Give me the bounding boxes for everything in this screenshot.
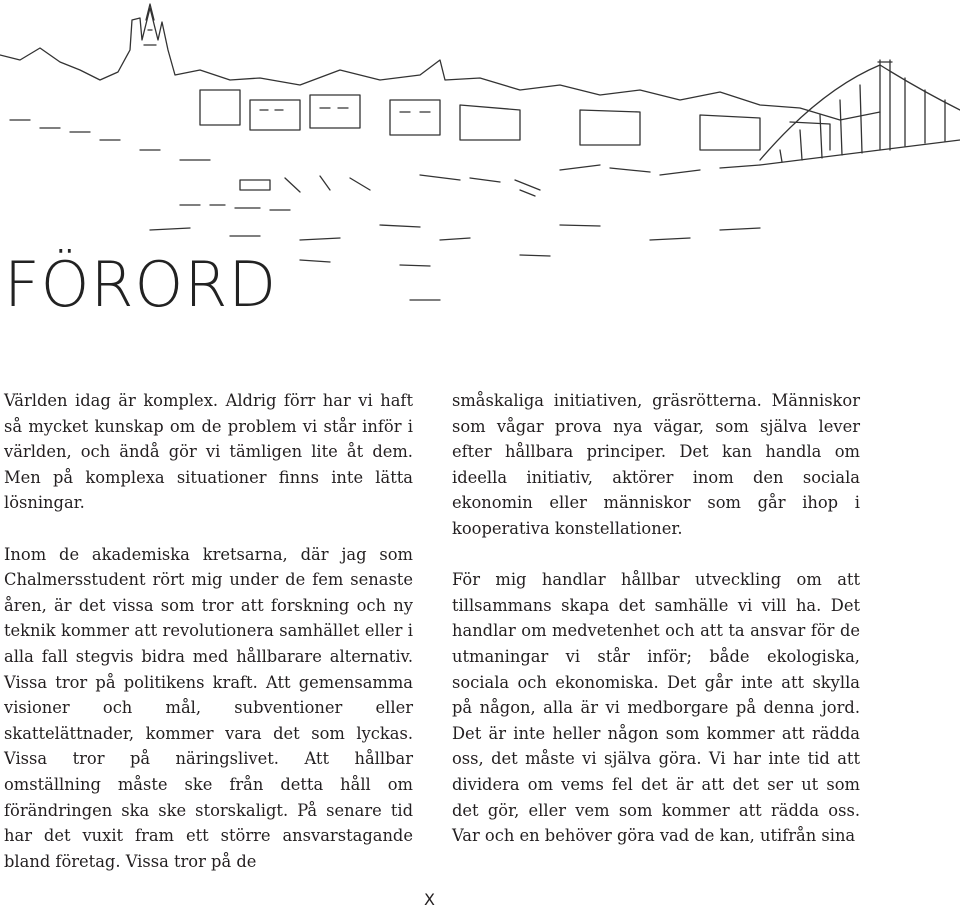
page-title: FÖRORD	[4, 248, 278, 321]
paragraph: Världen idag är komplex. Aldrig förr har vi haft så mycket kunskap om de problem vi står inför i världen, och ändå gör vi tämligen lite åt dem. Men på komplexa situationer finns inte lätta lösningar.	[4, 391, 413, 513]
right-text-column	[452, 388, 860, 849]
paragraph: Inom de akademiska kretsarna, där jag som Chalmersstudent rört mig under de fem senaste åren, är det vissa som tror att forskning och ny teknik kommer att revolutionera samhället eller i alla fall stegvis bidra med hållbarare alternativ. Vissa tror på politikens kraft. Att gemensamma visioner och mål, subventioner eller skattelättnader, kommer vara det som lyckas. Vissa tror på näringslivet. Att hållbar omställning måste ske från detta håll om förändringen ska ske storskaligt. På senare tid har det vuxit fram ett större ansvarstagande bland företag. Vissa tror på de	[4, 544, 413, 871]
page-number: X	[424, 890, 435, 909]
left-text-column	[4, 388, 413, 874]
paragraph: småskaliga initiativen, gräsrötterna. Människor som vågar prova nya vägar, som själva lever efter hållbara principer. Det kan handla om ideella initiativ, aktörer inom den sociala ekonomin eller människor som går ihop i kooperativa konstellationer.	[452, 391, 860, 538]
paragraph: För mig handlar hållbar utveckling om att tillsammans skapa det samhälle vi vill ha. Det handlar om medvetenhet och att ta ansvar för de utmaningar vi står inför; både ekologiska, sociala och ekonomiska. Det går inte att skylla på någon, alla är vi medborgare på denna jord. Det är inte heller någon som kommer att rädda oss, det måste vi själva göra. Vi har inte tid att dividera om vems fel det är att det ser ut som det gör, eller vem som kommer att rädda oss. Var och en behöver göra vad de kan, utifrån sina	[452, 570, 860, 846]
